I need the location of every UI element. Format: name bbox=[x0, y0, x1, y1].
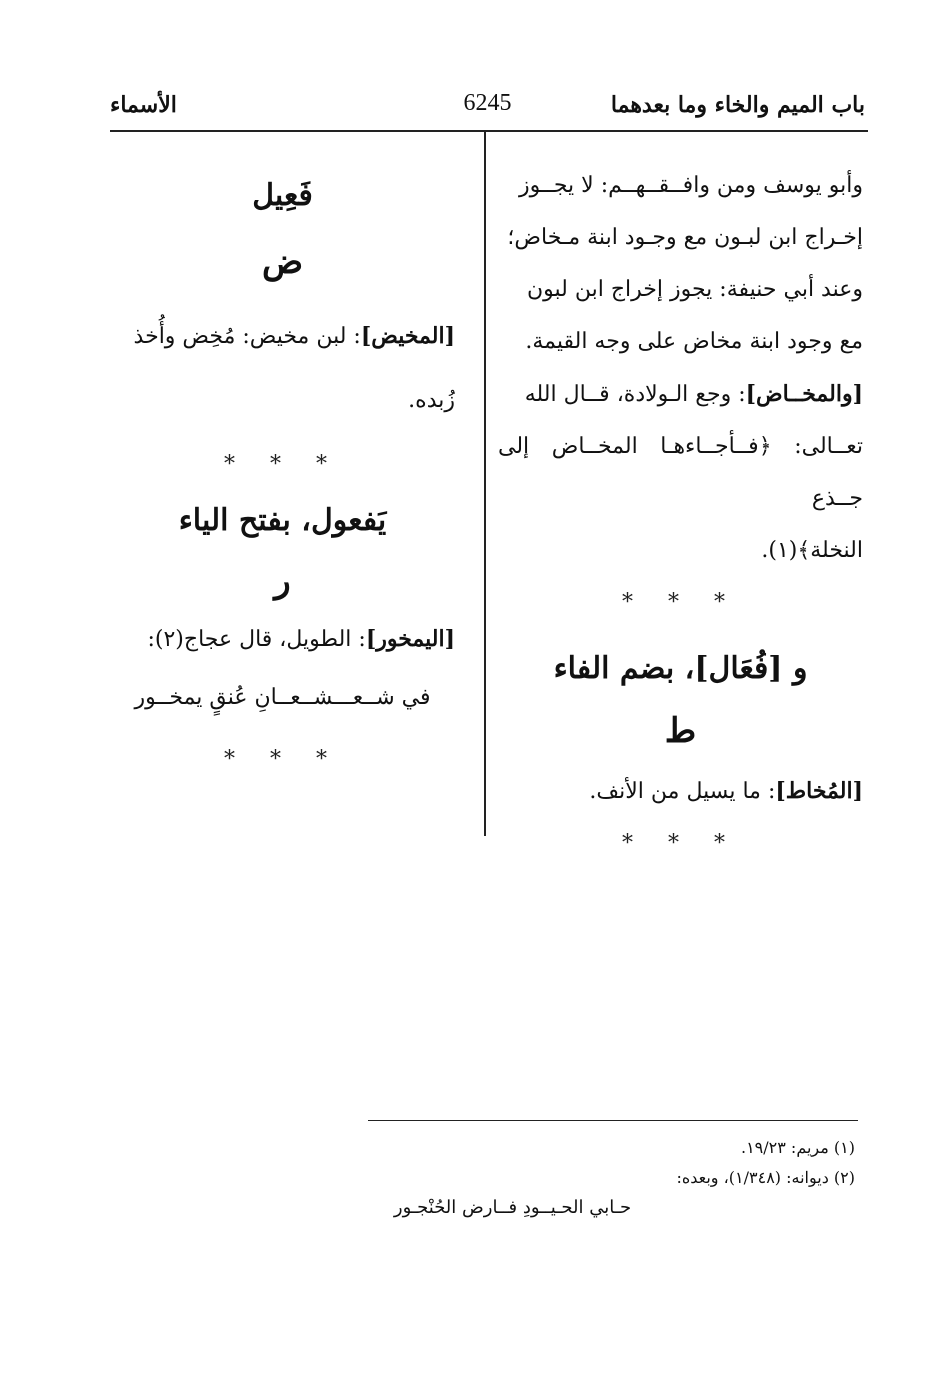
entry-line bbox=[498, 368, 863, 421]
entry-definition: : وجع الـولادة، قــال الله bbox=[524, 382, 746, 407]
poetry-verse: في شــعـــشــعــانِ عُنقٍ يمخــور bbox=[134, 685, 431, 710]
entry-term: [اليمخور] bbox=[365, 626, 455, 652]
footnote-rule bbox=[368, 1120, 858, 1121]
footnote-1: (١) مريم: ١٩/٢٣. bbox=[740, 1138, 855, 1157]
entry-makhad bbox=[498, 368, 863, 577]
text-line: وعند أبي حنيفة: يجوز إخراج ابن لبون bbox=[526, 277, 863, 302]
letter-heading-ta: ط bbox=[664, 711, 697, 751]
entry-term: [والمخــاض] bbox=[745, 381, 863, 407]
letter-heading-dad: ض bbox=[261, 242, 304, 282]
entry-term: [المخيض] bbox=[360, 323, 455, 349]
page-header bbox=[110, 92, 865, 128]
entry-term: [المُخاط] bbox=[775, 778, 863, 804]
entry-definition: : ما يسيل من الأنف. bbox=[589, 779, 776, 804]
text-line: إخـراج ابن لبـون مع وجـود ابنة مـخاض؛ bbox=[507, 225, 863, 250]
entry-definition: : لبن مخيض: مُخِض وأُخذ bbox=[133, 324, 361, 349]
heading-fail: فَعِيل bbox=[252, 178, 313, 213]
column-divider bbox=[484, 131, 486, 836]
section-separator: * * * bbox=[622, 831, 739, 856]
heading-fuaal: و [فُعَال]، بضم الفاء bbox=[553, 651, 808, 686]
page-number: 6245 bbox=[463, 90, 512, 116]
section-title: الأسماء bbox=[110, 92, 177, 118]
paragraph-abu-yusuf bbox=[498, 160, 863, 368]
heading-yafool: يَفعول، بفتح الياء bbox=[178, 503, 387, 538]
letter-heading-ra: ر bbox=[274, 561, 291, 601]
entry-mukhat bbox=[498, 765, 863, 818]
section-separator: * * * bbox=[224, 452, 341, 477]
header-rule bbox=[110, 130, 868, 132]
footnote-2: (٢) ديوانه: (١/٣٤٨)، وبعده: bbox=[676, 1168, 855, 1187]
entry-line: تعــالى: ﴿فــأجــاءهـا المخــاض إلى جــذع bbox=[498, 434, 863, 511]
entry-line bbox=[498, 765, 863, 818]
left-column bbox=[110, 160, 455, 786]
section-separator: * * * bbox=[224, 747, 341, 772]
entry-definition: : الطويل، قال عجاج(٢): bbox=[147, 627, 366, 652]
entry-line: زُبده. bbox=[408, 388, 455, 413]
entry-makhid bbox=[110, 310, 455, 427]
entry-line: النخلة﴾(١). bbox=[761, 538, 863, 563]
entry-line bbox=[110, 310, 455, 363]
right-column bbox=[498, 160, 863, 870]
text-line: وأبو يوسف ومن وافــقــهــم: لا يجــوز bbox=[518, 173, 863, 198]
chapter-title: باب الميم والخاء وما بعدهما bbox=[610, 92, 865, 118]
entry-yamkhur bbox=[110, 613, 455, 666]
footnotes bbox=[110, 1133, 855, 1223]
entry-line bbox=[110, 613, 455, 666]
footnote-verse: حـابي الحـيــودِ فــارض الحُنْجـور bbox=[393, 1197, 632, 1218]
section-separator: * * * bbox=[622, 590, 739, 615]
text-line: مع وجود ابنة مخاض على وجه القيمة. bbox=[525, 329, 863, 354]
